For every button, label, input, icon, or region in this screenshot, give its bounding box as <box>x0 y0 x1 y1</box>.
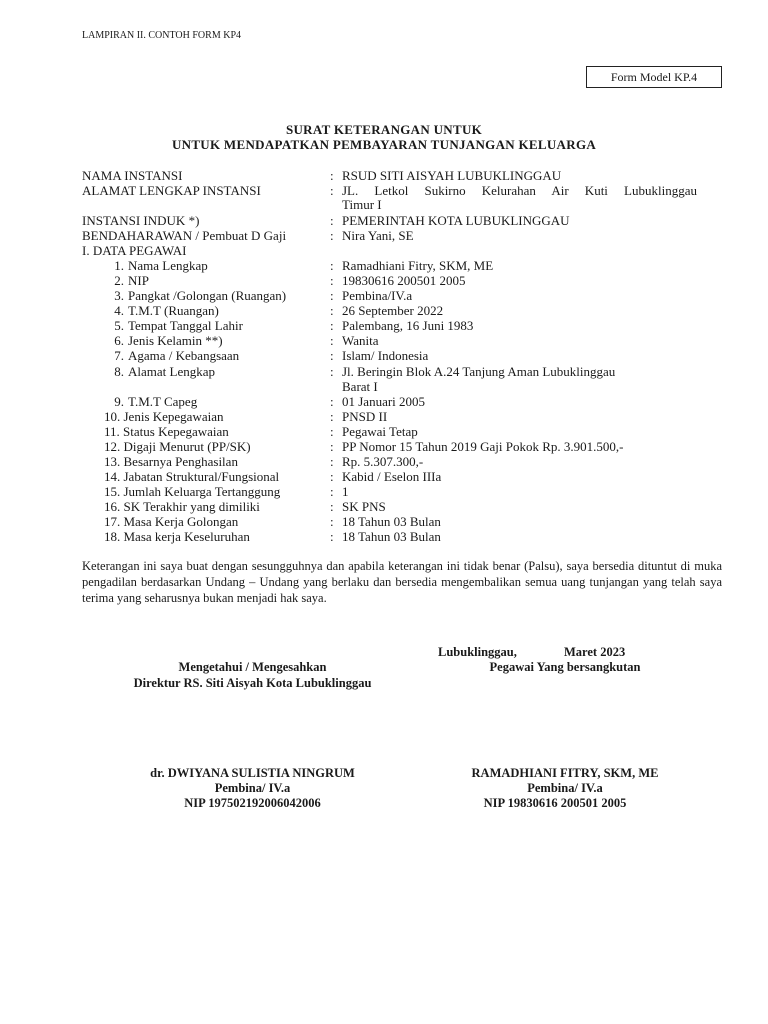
field-value: 18 Tahun 03 Bulan <box>342 529 441 544</box>
employee-row: 3. Pangkat /Golongan (Ruangan) : Pembina/IV.a <box>114 288 413 303</box>
field-value-continuation: Barat I <box>342 379 378 394</box>
employee-row: 8. Alamat Lengkap : Jl. Beringin Blok A.24 Tanjung Aman Lubuklinggau <box>114 364 616 379</box>
signing-place: Lubuklinggau, <box>438 645 517 659</box>
field-row-parent-institution: INSTANSI INDUK *) : PEMERINTAH KOTA LUBUKLINGGAU <box>82 213 570 228</box>
field-row-institution-name: NAMA INSTANSI : RSUD SITI AISYAH LUBUKLINGGAU <box>82 168 562 183</box>
field-value: 18 Tahun 03 Bulan <box>342 514 441 529</box>
field-label: Nama Lengkap <box>128 258 208 273</box>
left-signatory-rank: Pembina/ IV.a <box>214 781 291 795</box>
field-label: T.M.T Capeg <box>128 394 198 409</box>
field-value: PP Nomor 15 Tahun 2019 Gaji Pokok Rp. 3.901.500,- <box>342 439 624 454</box>
field-label: NAMA INSTANSI <box>82 168 183 183</box>
section-label: I. DATA PEGAWAI <box>82 243 187 258</box>
field-label: 15. Jumlah Keluarga Tertanggung <box>104 484 281 499</box>
employee-row: 4. T.M.T (Ruangan) : 26 September 2022 <box>114 303 444 318</box>
section-employee-data <box>82 243 722 258</box>
document-title-line2: UNTUK MENDAPATKAN PEMBAYARAN TUNJANGAN KELUARGA <box>171 137 597 152</box>
field-label: 10. Jenis Kepegawaian <box>104 409 224 424</box>
employee-row: 13. Besarnya Penghasilan : Rp. 5.307.300,- <box>104 454 424 469</box>
field-value: 1 <box>342 484 349 499</box>
field-label: 14. Jabatan Struktural/Fungsional <box>104 469 280 484</box>
field-label: 12. Digaji Menurut (PP/SK) <box>104 439 251 454</box>
employee-row: 1. Nama Lengkap : Ramadhiani Fitry, SKM, ME <box>114 258 494 273</box>
employee-row: 12. Digaji Menurut (PP/SK) : PP Nomor 15 Tahun 2019 Gaji Pokok Rp. 3.901.500,- <box>104 439 624 454</box>
employee-row: 10. Jenis Kepegawaian : PNSD II <box>104 409 388 424</box>
field-value: JL. Letkol Sukirno Kelurahan Air Kuti Lubuklinggau <box>342 183 697 198</box>
field-label: BENDAHARAWAN / Pembuat D Gaji <box>82 228 287 243</box>
field-label: Alamat Lengkap <box>128 364 215 379</box>
field-label: 17. Masa Kerja Golongan <box>104 514 239 529</box>
field-value: RSUD SITI AISYAH LUBUKLINGGAU <box>342 168 562 183</box>
field-label: ALAMAT LENGKAP INSTANSI <box>82 183 261 198</box>
employee-row: 6. Jenis Kelamin **) : Wanita <box>114 333 379 348</box>
field-value: Ramadhiani Fitry, SKM, ME <box>342 258 494 273</box>
field-label: INSTANSI INDUK *) <box>82 213 200 228</box>
attachment-label: LAMPIRAN II. CONTOH FORM KP4 <box>82 30 241 41</box>
field-label: Jenis Kelamin **) <box>128 333 223 348</box>
employee-row: 18. Masa kerja Keseluruhan : 18 Tahun 03 Bulan <box>104 529 441 544</box>
employee-row: 2. NIP : 19830616 200501 2005 <box>114 273 466 288</box>
field-value: Rp. 5.307.300,- <box>342 454 424 469</box>
employee-row: 5. Tempat Tanggal Lahir : Palembang, 16 Juni 1983 <box>114 318 474 333</box>
field-value: Pegawai Tetap <box>342 424 418 439</box>
right-signatory-caption: Pegawai Yang bersangkutan <box>489 660 641 674</box>
employee-row: 7. Agama / Kebangsaan : Islam/ Indonesia <box>114 348 429 363</box>
employee-row: 17. Masa Kerja Golongan : 18 Tahun 03 Bulan <box>104 514 441 529</box>
left-signatory-nip: NIP 197502192006042006 <box>184 796 321 810</box>
field-value: Jl. Beringin Blok A.24 Tanjung Aman Lubuklinggau <box>342 364 616 379</box>
employee-row: 16. SK Terakhir yang dimiliki : SK PNS <box>104 499 386 514</box>
field-value: Kabid / Eselon IIIa <box>342 469 442 484</box>
employee-row: 11. Status Kepegawaian : Pegawai Tetap <box>104 424 418 439</box>
statement-paragraph: Keterangan ini saya buat dengan sesungguhnya dan apabila keterangan ini tidak benar (Palsu), saya bersedia dituntut di muka pengadilan berdasarkan Undang – Undang yang berlaku dan bersedia mengembalikan semua uang tunjangan yang telah saya terima yang seharusnya bukan menjadi hak saya. <box>82 559 722 605</box>
field-value-continuation: Timur I <box>342 197 382 212</box>
field-row-institution-address: ALAMAT LENGKAP INSTANSI : JL. Letkol Sukirno Kelurahan Air Kuti Lubuklinggau <box>82 183 697 198</box>
field-label: T.M.T (Ruangan) <box>128 303 219 318</box>
right-signatory-name: RAMADHIANI FITRY, SKM, ME <box>471 766 659 780</box>
field-label: NIP <box>128 273 149 288</box>
left-signatory-caption: Mengetahui / Mengesahkan <box>178 660 327 674</box>
field-row-treasurer: BENDAHARAWAN / Pembuat D Gaji : Nira Yani, SE <box>82 228 414 243</box>
signing-date: Maret 2023 <box>564 645 626 659</box>
employee-row: 9. T.M.T Capeg : 01 Januari 2005 <box>114 394 426 409</box>
field-value: 01 Januari 2005 <box>342 394 426 409</box>
employee-row: 15. Jumlah Keluarga Tertanggung : 1 <box>104 484 349 499</box>
field-value: Wanita <box>342 333 379 348</box>
field-value: PNSD II <box>342 409 388 424</box>
field-value: Pembina/IV.a <box>342 288 413 303</box>
field-label: 18. Masa kerja Keseluruhan <box>104 529 250 544</box>
form-model-box: Form Model KP.4 <box>586 66 722 88</box>
field-label: Agama / Kebangsaan <box>128 348 240 363</box>
left-signatory-name: dr. DWIYANA SULISTIA NINGRUM <box>150 766 355 780</box>
field-value: 19830616 200501 2005 <box>342 273 466 288</box>
field-label: 13. Besarnya Penghasilan <box>104 454 238 469</box>
employee-row: 14. Jabatan Struktural/Fungsional : Kabid / Eselon IIIa <box>104 469 442 484</box>
field-value: PEMERINTAH KOTA LUBUKLINGGAU <box>342 213 570 228</box>
right-signatory-nip: NIP 19830616 200501 2005 <box>483 796 627 810</box>
field-value: Nira Yani, SE <box>342 228 414 243</box>
field-label: Tempat Tanggal Lahir <box>128 318 243 333</box>
field-label: 16. SK Terakhir yang dimiliki <box>104 499 260 514</box>
field-value: Palembang, 16 Juni 1983 <box>342 318 474 333</box>
field-label: 11. Status Kepegawaian <box>104 424 229 439</box>
document-title-line1: SURAT KETERANGAN UNTUK <box>285 122 483 137</box>
field-value: Islam/ Indonesia <box>342 348 429 363</box>
left-signatory-role: Direktur RS. Siti Aisyah Kota Lubuklinggau <box>133 676 372 690</box>
field-label: Pangkat /Golongan (Ruangan) <box>128 288 287 303</box>
field-value: SK PNS <box>342 499 386 514</box>
right-signatory-rank: Pembina/ IV.a <box>527 781 603 795</box>
field-value: 26 September 2022 <box>342 303 444 318</box>
